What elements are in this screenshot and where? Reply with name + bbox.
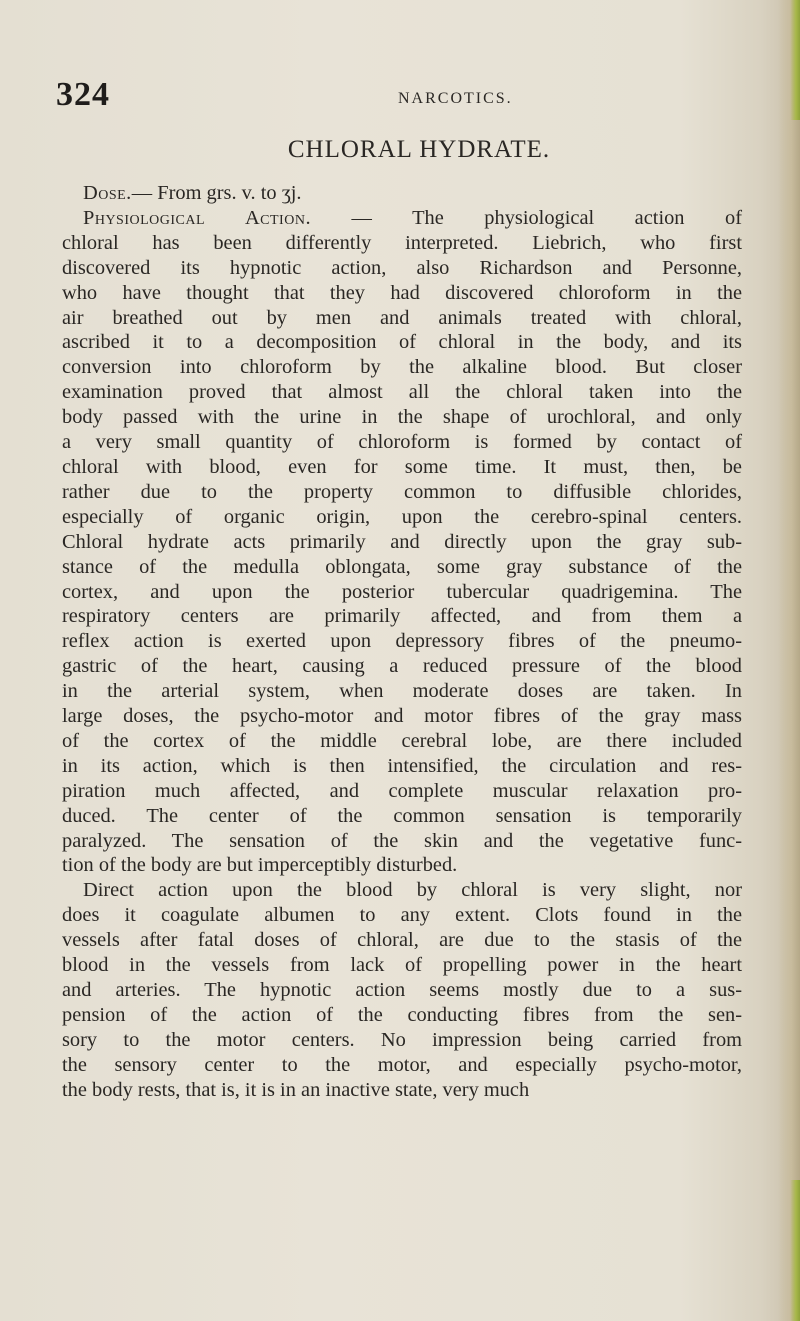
- text-line: does it coagulate albumen to any extent. Clots found in the: [62, 904, 742, 927]
- text-line: Direct action upon the blood by chloral is very slight, nor: [83, 879, 742, 902]
- text-line: ascribed it to a decomposition of chloral in the body, and its: [62, 331, 742, 354]
- text-line: the sensory center to the motor, and especially psycho-motor,: [62, 1053, 742, 1076]
- text-line: air breathed out by men and animals treated with chloral,: [62, 306, 742, 329]
- text-line: examination proved that almost all the chloral taken into the: [62, 381, 742, 404]
- action-heading-line: [62, 206, 742, 231]
- text-line: rather due to the property common to diffusible chlorides,: [62, 480, 742, 503]
- text-line: piration much affected, and complete muscular relaxation pro-: [62, 779, 742, 802]
- running-title: NARCOTICS.: [398, 90, 513, 107]
- paragraph-1: [62, 231, 742, 879]
- text-line: Chloral hydrate acts primarily and directly upon the gray sub-: [62, 530, 742, 553]
- running-head: [56, 76, 746, 120]
- text-line: respiratory centers are primarily affected, and from them a: [62, 605, 742, 628]
- dose-text: — From grs. v. to ʒj.: [131, 182, 302, 204]
- text-line: paralyzed. The sensation of the skin and the vegetative func-: [62, 829, 742, 852]
- text-line: chloral has been differently interpreted. Liebrich, who first: [62, 231, 742, 254]
- text-line: in its action, which is then intensified, the circulation and res-: [62, 754, 742, 777]
- page-number: 324: [56, 76, 110, 113]
- text-line: tion of the body are but imperceptibly disturbed.: [62, 854, 458, 877]
- action-first-line: — The physiological action of: [311, 206, 743, 229]
- text-line: gastric of the heart, causing a reduced pressure of the blood: [62, 655, 742, 678]
- text-line: in the arterial system, when moderate doses are taken. In: [62, 680, 742, 703]
- text-line: the body rests, that is, it is in an inactive state, very much: [62, 1078, 530, 1101]
- dose-line: [62, 181, 742, 206]
- page-edge-tint-top: [790, 0, 800, 120]
- text-line: stance of the medulla oblongata, some gray substance of the: [62, 555, 742, 578]
- text-line: especially of organic origin, upon the cerebro-spinal centers.: [62, 505, 742, 528]
- dose-label: Dose.: [83, 182, 132, 204]
- text-line: large doses, the psycho-motor and motor fibres of the gray mass: [62, 705, 742, 728]
- text-line: who have thought that they had discovered chloroform in the: [62, 281, 742, 304]
- body-text: [62, 181, 742, 1103]
- text-line: chloral with blood, even for some time. It must, then, be: [62, 455, 742, 478]
- text-line: and arteries. The hypnotic action seems mostly due to a sus-: [62, 979, 742, 1001]
- text-line: body passed with the urine in the shape of urochloral, and only: [62, 406, 742, 429]
- text-line: conversion into chloroform by the alkaline blood. But closer: [62, 356, 742, 379]
- chapter-title: CHLORAL HYDRATE.: [287, 136, 551, 163]
- page-edge-shadow: [778, 0, 800, 1321]
- page-edge-tint-bottom: [790, 1180, 800, 1321]
- text-line: a very small quantity of chloroform is formed by contact of: [62, 431, 742, 454]
- text-line: cortex, and upon the posterior tubercular quadrigemina. The: [62, 580, 742, 603]
- text-line: reflex action is exerted upon depressory fibres of the pneumo-: [62, 630, 742, 653]
- text-line: discovered its hypnotic action, also Richardson and Personne,: [62, 256, 742, 279]
- text-line: pension of the action of the conducting fibres from the sen-: [62, 1003, 742, 1026]
- text-line: sory to the motor centers. No impression being carried from: [62, 1028, 742, 1051]
- paragraph-2: [62, 878, 742, 1102]
- text-line: of the cortex of the middle cerebral lobe, are there included: [62, 729, 742, 752]
- text-line: vessels after fatal doses of chloral, are due to the stasis of the: [62, 929, 742, 952]
- text-line: duced. The center of the common sensation is temporarily: [62, 804, 742, 827]
- action-label: Physiological Action.: [83, 206, 312, 229]
- text-line: blood in the vessels from lack of propelling power in the heart: [62, 954, 742, 977]
